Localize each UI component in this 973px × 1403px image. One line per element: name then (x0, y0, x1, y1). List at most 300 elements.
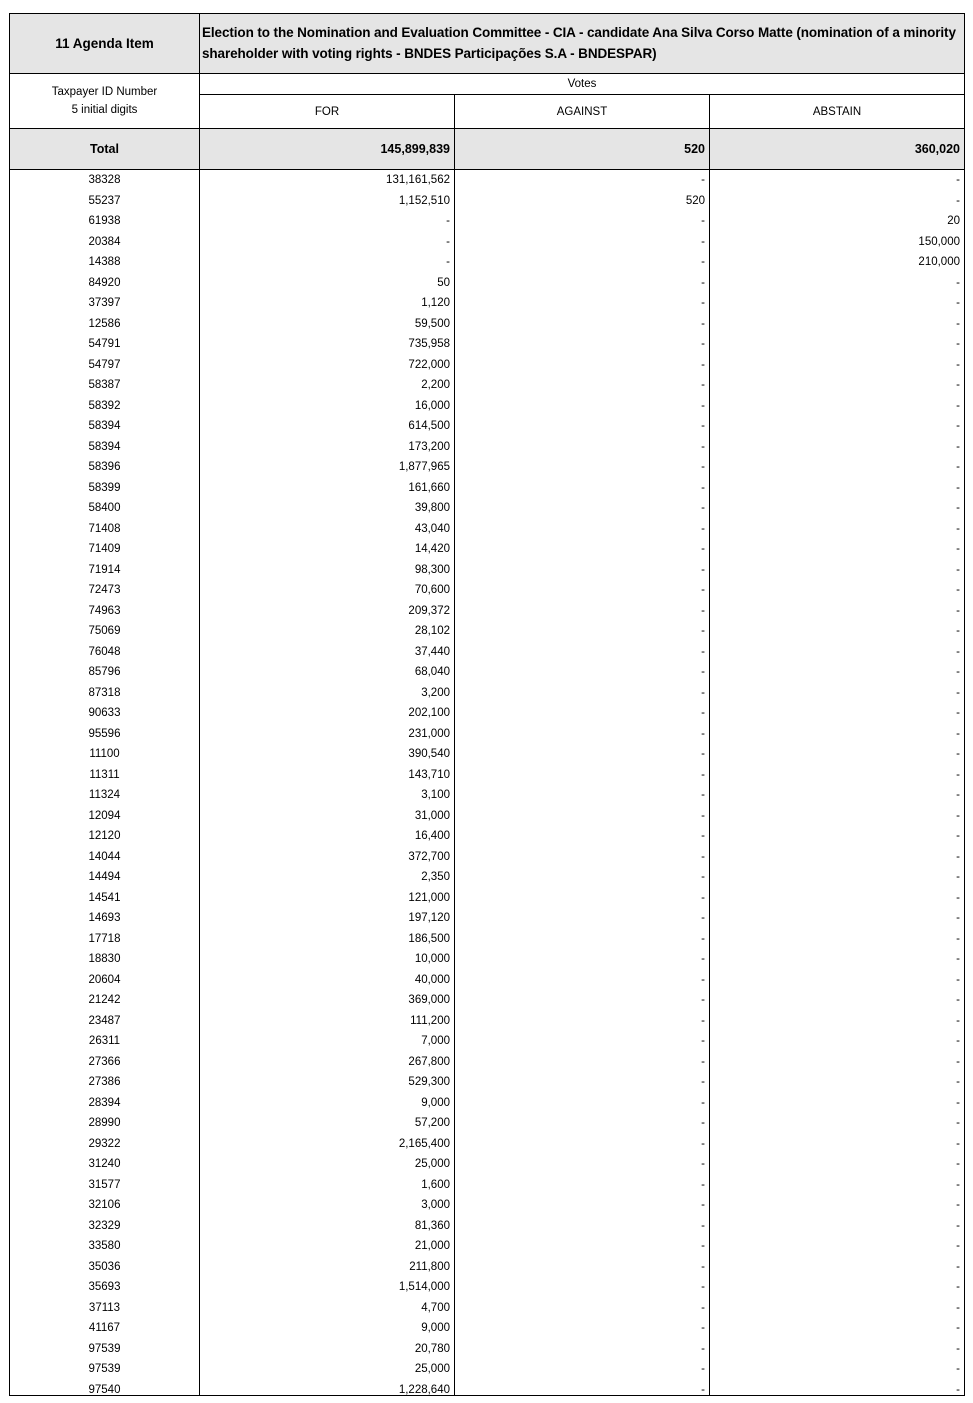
for-cell: 20,780 (414, 1342, 450, 1355)
against-cell: - (701, 645, 705, 658)
total-against: 520 (684, 142, 705, 156)
total-row (10, 129, 964, 169)
abstain-cell: - (956, 830, 960, 843)
against-cell: - (701, 686, 705, 699)
against-cell: - (701, 399, 705, 412)
taxpayer-id-cell: 58396 (88, 461, 121, 474)
for-cell: 1,877,965 (398, 461, 450, 474)
against-cell: - (701, 953, 705, 966)
table-row (10, 642, 964, 663)
table-row (10, 539, 964, 560)
table-row (10, 1298, 964, 1319)
taxpayer-id-cell: 95596 (88, 727, 121, 740)
taxpayer-id-header-line1: Taxpayer ID Number (51, 85, 158, 98)
abstain-cell: - (956, 871, 960, 884)
abstain-cell: - (956, 522, 960, 535)
abstain-cell: - (956, 461, 960, 474)
taxpayer-id-cell: 87318 (88, 686, 121, 699)
abstain-cell: - (956, 912, 960, 925)
for-cell: - (446, 235, 450, 248)
taxpayer-id-cell: 71409 (88, 543, 121, 556)
against-cell: - (701, 358, 705, 371)
table-row (10, 580, 964, 601)
against-cell: - (701, 481, 705, 494)
table-row (10, 1236, 964, 1257)
abstain-cell: - (956, 440, 960, 453)
taxpayer-id-cell: 61938 (88, 215, 121, 228)
table-row (10, 1113, 964, 1134)
abstain-cell: - (956, 994, 960, 1007)
for-cell: 40,000 (414, 973, 450, 986)
taxpayer-id-cell: 17718 (88, 932, 121, 945)
against-cell: - (701, 973, 705, 986)
for-cell: 390,540 (408, 748, 450, 761)
abstain-cell: - (956, 338, 960, 351)
table-row (10, 1359, 964, 1380)
table-row (10, 785, 964, 806)
against-cell: - (701, 256, 705, 269)
for-cell: 98,300 (414, 563, 450, 576)
table-row (10, 1339, 964, 1360)
table-row (10, 1154, 964, 1175)
agenda-item-label: 11 Agenda Item (55, 36, 154, 51)
table-row (10, 888, 964, 909)
table-row (10, 683, 964, 704)
for-cell: 529,300 (408, 1076, 450, 1089)
for-cell: 14,420 (414, 543, 450, 556)
for-cell: 1,514,000 (398, 1281, 450, 1294)
table-row (10, 1380, 964, 1401)
for-cell: 25,000 (414, 1363, 450, 1376)
abstain-cell: - (956, 707, 960, 720)
abstain-cell: - (956, 1055, 960, 1068)
against-cell: - (701, 1260, 705, 1273)
table-row (10, 1195, 964, 1216)
abstain-cell: - (956, 317, 960, 330)
table-row (10, 867, 964, 888)
grid-line (10, 169, 964, 170)
table-row (10, 908, 964, 929)
taxpayer-id-cell: 31240 (88, 1158, 121, 1171)
taxpayer-id-cell: 35036 (88, 1260, 121, 1273)
against-cell: - (701, 666, 705, 679)
table-row (10, 355, 964, 376)
table-row (10, 970, 964, 991)
abstain-cell: - (956, 399, 960, 412)
taxpayer-id-cell: 14044 (88, 850, 121, 863)
total-abstain: 360,020 (914, 142, 960, 156)
for-cell: 372,700 (408, 850, 450, 863)
for-cell: 7,000 (421, 1035, 450, 1048)
abstain-cell: - (956, 686, 960, 699)
abstain-cell: - (956, 748, 960, 761)
taxpayer-id-cell: 76048 (88, 645, 121, 658)
against-cell: - (701, 543, 705, 556)
against-cell: - (701, 932, 705, 945)
abstain-cell: - (956, 1322, 960, 1335)
against-cell: - (701, 768, 705, 781)
for-cell: 143,710 (408, 768, 450, 781)
table-row (10, 765, 964, 786)
votes-header: Votes (567, 78, 597, 90)
against-cell: - (701, 1240, 705, 1253)
table-row (10, 990, 964, 1011)
for-cell: 735,958 (408, 338, 450, 351)
against-cell: - (701, 809, 705, 822)
abstain-cell: - (956, 1219, 960, 1232)
taxpayer-id-cell: 84920 (88, 276, 121, 289)
abstain-cell: - (956, 727, 960, 740)
taxpayer-id-cell: 28394 (88, 1096, 121, 1109)
taxpayer-id-cell: 29322 (88, 1137, 121, 1150)
against-cell: - (701, 1301, 705, 1314)
table-row (10, 211, 964, 232)
abstain-cell: - (956, 481, 960, 494)
for-cell: 81,360 (414, 1219, 450, 1232)
for-cell: 3,200 (421, 686, 450, 699)
taxpayer-id-cell: 31577 (88, 1178, 121, 1191)
against-cell: - (701, 1383, 705, 1396)
abstain-cell: - (956, 358, 960, 371)
taxpayer-id-cell: 97540 (88, 1383, 121, 1396)
taxpayer-id-cell: 72473 (88, 584, 121, 597)
against-cell: - (701, 1199, 705, 1212)
for-cell: 2,200 (421, 379, 450, 392)
taxpayer-id-cell: 58399 (88, 481, 121, 494)
for-cell: 722,000 (408, 358, 450, 371)
taxpayer-id-cell: 21242 (88, 994, 121, 1007)
abstain-cell: - (956, 932, 960, 945)
taxpayer-id-cell: 54791 (88, 338, 121, 351)
table-row (10, 437, 964, 458)
against-cell: - (701, 1014, 705, 1027)
against-column-header: AGAINST (556, 105, 608, 118)
table-row (10, 847, 964, 868)
abstain-cell: - (956, 194, 960, 207)
against-cell: - (701, 1363, 705, 1376)
for-cell: 9,000 (421, 1096, 450, 1109)
taxpayer-id-cell: 11324 (88, 789, 121, 802)
table-row (10, 1257, 964, 1278)
against-cell: - (701, 174, 705, 187)
taxpayer-id-cell: 18830 (88, 953, 121, 966)
taxpayer-id-cell: 41167 (88, 1322, 121, 1335)
abstain-cell: - (956, 1076, 960, 1089)
against-cell: - (701, 1035, 705, 1048)
abstain-cell: 150,000 (918, 235, 960, 248)
table-row (10, 1072, 964, 1093)
against-cell: - (701, 912, 705, 925)
for-cell: 25,000 (414, 1158, 450, 1171)
against-cell: - (701, 1281, 705, 1294)
for-column-header: FOR (314, 105, 340, 118)
table-row (10, 601, 964, 622)
for-cell: 43,040 (414, 522, 450, 535)
abstain-cell: - (956, 1178, 960, 1191)
against-cell: - (701, 1158, 705, 1171)
table-row (10, 232, 964, 253)
table-row (10, 478, 964, 499)
for-cell: 16,400 (414, 830, 450, 843)
total-for: 145,899,839 (380, 142, 450, 156)
taxpayer-id-cell: 28990 (88, 1117, 121, 1130)
against-cell: - (701, 522, 705, 535)
against-cell: - (701, 1076, 705, 1089)
taxpayer-id-cell: 20604 (88, 973, 121, 986)
for-cell: 16,000 (414, 399, 450, 412)
taxpayer-id-cell: 26311 (88, 1035, 121, 1048)
table-row (10, 396, 964, 417)
abstain-cell: - (956, 891, 960, 904)
for-cell: 3,000 (421, 1199, 450, 1212)
abstain-cell: - (956, 1383, 960, 1396)
table-row (10, 1216, 964, 1237)
abstain-cell: - (956, 1363, 960, 1376)
against-cell: - (701, 625, 705, 638)
taxpayer-id-cell: 11311 (89, 768, 120, 781)
for-cell: 70,600 (414, 584, 450, 597)
table-row (10, 826, 964, 847)
against-cell: - (701, 748, 705, 761)
for-cell: 50 (437, 276, 450, 289)
for-cell: - (446, 215, 450, 228)
abstain-cell: - (956, 1014, 960, 1027)
taxpayer-id-cell: 97539 (88, 1342, 121, 1355)
for-cell: 68,040 (414, 666, 450, 679)
for-cell: 2,350 (421, 871, 450, 884)
abstain-cell: - (956, 1260, 960, 1273)
abstain-cell: - (956, 1281, 960, 1294)
against-cell: - (701, 1322, 705, 1335)
against-cell: - (701, 420, 705, 433)
table-row (10, 703, 964, 724)
abstain-cell: - (956, 604, 960, 617)
for-cell: 614,500 (408, 420, 450, 433)
for-cell: 9,000 (421, 1322, 450, 1335)
table-row (10, 498, 964, 519)
for-cell: 186,500 (408, 932, 450, 945)
for-cell: 197,120 (408, 912, 450, 925)
table-row (10, 314, 964, 335)
table-row (10, 375, 964, 396)
grid-line (709, 94, 710, 1395)
taxpayer-id-cell: 37397 (88, 297, 121, 310)
table-row (10, 416, 964, 437)
agenda-item-title: Election to the Nomination and Evaluation Committee - CIA - candidate Ana Silva Corso Matte (nomination of a minority shareholder with voting rights - BNDES Participações S.A - BNDESPAR) (202, 25, 956, 61)
table-row (10, 334, 964, 355)
taxpayer-id-cell: 32329 (88, 1219, 121, 1232)
taxpayer-id-cell: 11100 (89, 748, 120, 761)
for-cell: 231,000 (408, 727, 450, 740)
table-row (10, 252, 964, 273)
against-cell: - (701, 1117, 705, 1130)
against-cell: - (701, 379, 705, 392)
abstain-cell: - (956, 768, 960, 781)
abstain-cell: - (956, 625, 960, 638)
taxpayer-id-cell: 58394 (88, 440, 121, 453)
table-row (10, 191, 964, 212)
grid-line (199, 14, 200, 1395)
table-row (10, 1011, 964, 1032)
taxpayer-id-cell: 14693 (88, 912, 121, 925)
abstain-cell: - (956, 1096, 960, 1109)
taxpayer-id-header-line2: 5 initial digits (71, 103, 138, 116)
for-cell: 173,200 (408, 440, 450, 453)
taxpayer-id-cell: 58394 (88, 420, 121, 433)
abstain-cell: - (956, 502, 960, 515)
abstain-cell: - (956, 420, 960, 433)
abstain-cell: 210,000 (918, 256, 960, 269)
taxpayer-id-cell: 33580 (88, 1240, 121, 1253)
taxpayer-id-cell: 35693 (88, 1281, 121, 1294)
abstain-cell: - (956, 543, 960, 556)
grid-line (200, 94, 964, 95)
abstain-cell: - (956, 973, 960, 986)
taxpayer-id-cell: 32106 (88, 1199, 121, 1212)
table-row (10, 560, 964, 581)
for-cell: 57,200 (414, 1117, 450, 1130)
against-cell: - (701, 727, 705, 740)
for-cell: 1,120 (421, 297, 450, 310)
abstain-cell: - (956, 276, 960, 289)
abstain-cell: - (956, 666, 960, 679)
against-cell: - (701, 1137, 705, 1150)
for-cell: 267,800 (408, 1055, 450, 1068)
abstain-cell: - (956, 1199, 960, 1212)
taxpayer-id-cell: 97539 (88, 1363, 121, 1376)
against-cell: - (701, 994, 705, 1007)
for-cell: 209,372 (408, 604, 450, 617)
against-cell: - (701, 1055, 705, 1068)
abstain-cell: - (956, 809, 960, 822)
table-row (10, 293, 964, 314)
for-cell: 369,000 (408, 994, 450, 1007)
against-cell: - (701, 502, 705, 515)
taxpayer-id-cell: 55237 (88, 194, 121, 207)
for-cell: 21,000 (414, 1240, 450, 1253)
taxpayer-id-cell: 54797 (88, 358, 121, 371)
for-cell: 202,100 (408, 707, 450, 720)
taxpayer-id-cell: 12094 (88, 809, 121, 822)
grid-line (10, 73, 964, 74)
table-row (10, 662, 964, 683)
for-cell: 1,152,510 (398, 194, 450, 207)
table-row (10, 519, 964, 540)
votes-table (9, 13, 965, 1396)
table-row (10, 1277, 964, 1298)
against-cell: - (701, 1178, 705, 1191)
taxpayer-id-cell: 58400 (88, 502, 121, 515)
for-cell: 161,660 (408, 481, 450, 494)
table-row (10, 949, 964, 970)
taxpayer-id-cell: 71408 (88, 522, 121, 535)
against-cell: 520 (685, 194, 705, 207)
against-cell: - (701, 276, 705, 289)
taxpayer-id-cell: 14541 (88, 891, 121, 904)
abstain-cell: - (956, 1117, 960, 1130)
taxpayer-id-cell: 27366 (88, 1055, 121, 1068)
taxpayer-id-cell: 38328 (88, 174, 121, 187)
abstain-cell: - (956, 1035, 960, 1048)
for-cell: 211,800 (409, 1260, 450, 1273)
against-cell: - (701, 440, 705, 453)
abstain-cell: - (956, 953, 960, 966)
abstain-cell: - (956, 789, 960, 802)
table-row (10, 170, 964, 191)
vote-rows (10, 170, 964, 1400)
taxpayer-id-cell: 74963 (88, 604, 121, 617)
taxpayer-id-cell: 20384 (88, 235, 121, 248)
against-cell: - (701, 235, 705, 248)
against-cell: - (701, 1219, 705, 1232)
table-row (10, 724, 964, 745)
table-row (10, 1031, 964, 1052)
table-row (10, 1093, 964, 1114)
against-cell: - (701, 338, 705, 351)
against-cell: - (701, 604, 705, 617)
taxpayer-id-cell: 12586 (88, 317, 121, 330)
taxpayer-id-cell: 37113 (88, 1301, 121, 1314)
against-cell: - (701, 584, 705, 597)
against-cell: - (701, 317, 705, 330)
table-row (10, 1134, 964, 1155)
abstain-cell: - (956, 1137, 960, 1150)
grid-line (454, 94, 455, 1395)
table-row (10, 1052, 964, 1073)
taxpayer-id-cell: 27386 (88, 1076, 121, 1089)
table-row (10, 457, 964, 478)
taxpayer-id-cell: 12120 (88, 830, 121, 843)
taxpayer-id-header (10, 74, 199, 127)
table-row (10, 1175, 964, 1196)
taxpayer-id-cell: 75069 (88, 625, 121, 638)
table-row (10, 929, 964, 950)
abstain-cell: - (956, 584, 960, 597)
for-cell: 121,000 (408, 891, 450, 904)
taxpayer-id-cell: 14388 (88, 256, 121, 269)
for-cell: 28,102 (414, 625, 450, 638)
against-cell: - (701, 850, 705, 863)
taxpayer-id-cell: 14494 (88, 871, 121, 884)
abstain-cell: 20 (947, 215, 960, 228)
for-cell: 1,600 (421, 1178, 450, 1191)
grid-line (10, 128, 964, 129)
for-cell: 1,228,640 (398, 1383, 450, 1396)
abstain-cell: - (956, 379, 960, 392)
table-row (10, 744, 964, 765)
against-cell: - (701, 789, 705, 802)
taxpayer-id-cell: 23487 (88, 1014, 121, 1027)
for-cell: 37,440 (414, 645, 450, 658)
against-cell: - (701, 871, 705, 884)
taxpayer-id-cell: 58392 (88, 399, 121, 412)
against-cell: - (701, 461, 705, 474)
for-cell: - (446, 256, 450, 269)
taxpayer-id-cell: 71914 (88, 563, 121, 576)
abstain-cell: - (956, 563, 960, 576)
for-cell: 39,800 (414, 502, 450, 515)
abstain-cell: - (956, 645, 960, 658)
abstain-cell: - (956, 1240, 960, 1253)
taxpayer-id-cell: 58387 (88, 379, 121, 392)
taxpayer-id-cell: 90633 (88, 707, 121, 720)
for-cell: 2,165,400 (398, 1137, 450, 1150)
taxpayer-id-cell: 85796 (88, 666, 121, 679)
for-cell: 31,000 (414, 809, 450, 822)
table-row (10, 806, 964, 827)
for-cell: 3,100 (421, 789, 450, 802)
against-cell: - (701, 891, 705, 904)
